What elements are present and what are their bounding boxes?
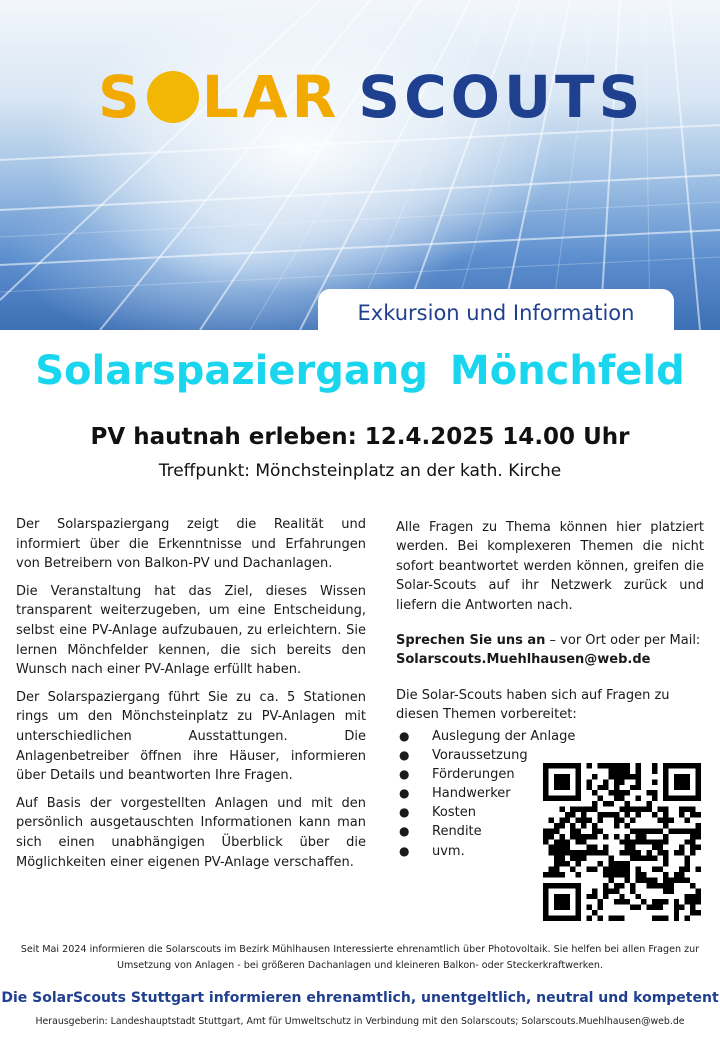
- description-paragraph: Auf Basis der vorgestellten Anlagen und mit den persönlich ausgetauschten Informationen kann man sich einen unabhängigen Überblick über die Möglichkeiten einer eigenen PV-Anlage verschaffen.: [16, 795, 366, 870]
- topic-label: Förderungen: [432, 766, 515, 782]
- spacer: [396, 670, 704, 686]
- topic-label: Kosten: [432, 805, 476, 821]
- bullet-icon: ●: [399, 786, 410, 801]
- contact-rest: – vor Ort oder per Mail:: [545, 633, 701, 649]
- logo-letter-s: S: [98, 63, 144, 131]
- bullet-icon: ●: [399, 843, 410, 858]
- sun-icon: [147, 71, 199, 123]
- bullet-icon: ●: [399, 766, 410, 781]
- spacer: [396, 615, 704, 631]
- topic-label: Handwerker: [432, 786, 511, 802]
- description-paragraph: Der Solarspaziergang zeigt die Realität und informiert über die Erkenntnisse und Erfahrungen von Betreibern von Balkon-PV und Dachanlagen.: [16, 517, 366, 572]
- topic-label: Voraussetzung: [432, 747, 528, 763]
- footer-note: Seit Mai 2024 informieren die Solarscouts im Bezirk Mühlhausen Interessierte ehrenamtlich über Photovoltaik. Sie helfen bei allen Fragen zur Umsetzung von Anlagen - bei größeren Dachanlagen und kleineren Balkon- oder Steckerkraftwerken.: [20, 944, 700, 971]
- logo-solar-word: [98, 63, 341, 131]
- solar-scouts-logo: [98, 62, 644, 132]
- topics-intro: Die Solar-Scouts haben sich auf Fragen zu diesen Themen vorbereitet:: [396, 687, 670, 723]
- topic-label: Auslegung der Anlage: [432, 728, 576, 744]
- footer-claim: Die SolarScouts Stuttgart informieren ehrenamtlich, unentgeltlich, neutral und kompetent: [1, 990, 719, 1006]
- event-title: Solarspaziergang Mönchfeld: [35, 348, 685, 394]
- bullet-icon: ●: [399, 747, 410, 762]
- subtitle-text: Exkursion und Information: [357, 301, 635, 325]
- bullet-icon: ●: [399, 728, 410, 743]
- bullet-icon: ●: [399, 805, 410, 820]
- topic-label: Rendite: [432, 824, 482, 840]
- hero-banner: [0, 0, 720, 330]
- contact-bold: Sprechen Sie uns an: [396, 633, 546, 649]
- logo-letters-lar: LAR: [201, 63, 341, 131]
- contact-line: [396, 631, 704, 650]
- list-item: [396, 727, 704, 746]
- bullet-icon: ●: [399, 824, 410, 839]
- logo-scouts-word: SCOUTS: [358, 63, 645, 131]
- description-paragraph: Die Veranstaltung hat das Ziel, dieses Wissen transparent weiterzugeben, um eine Entscheidung, selbst eine PV-Anlage aufzubauen, zu erleichtern. Sie lernen Mönchfelder kennen, die sich bereits den Wunsch nach einer PV-Anlage erfüllt haben.: [16, 583, 366, 678]
- description-column: [16, 515, 366, 880]
- footer-publisher: Herausgeberin: Landeshauptstadt Stuttgart, Amt für Umweltschutz in Verbindung mit den Solarscouts; Solarscouts.Muehlhausen@web.de: [35, 1016, 685, 1027]
- meeting-point: Treffpunkt: Mönchsteinplatz an der kath. Kirche: [158, 461, 562, 481]
- contact-email[interactable]: [396, 650, 704, 669]
- questions-intro: Alle Fragen zu Thema können hier platziert werden. Bei komplexeren Themen die nicht sofort beantwortet werden können, greifen die Solar-Scouts auf ihr Netzwerk zurück und liefern die Antworten nach.: [396, 520, 704, 613]
- description-paragraph: Der Solarspaziergang führt Sie zu ca. 5 Stationen rings um den Mönchsteinplatz zu PV-Anlagen mit unterschiedlichen Ausstattungen. Die Anlagenbetreiber öffnen ihre Häuser, informieren über Details und beantworten Ihre Fragen.: [16, 689, 366, 784]
- subtitle-tab: [318, 289, 674, 330]
- event-date-line: PV hautnah erleben: 12.4.2025 14.00 Uhr: [90, 424, 630, 450]
- contact-email-text[interactable]: Solarscouts.Muehlhausen@web.de: [396, 652, 651, 668]
- topic-label: uvm.: [432, 843, 465, 859]
- solar-panel-background: [0, 0, 720, 330]
- qr-code-icon[interactable]: [543, 763, 701, 921]
